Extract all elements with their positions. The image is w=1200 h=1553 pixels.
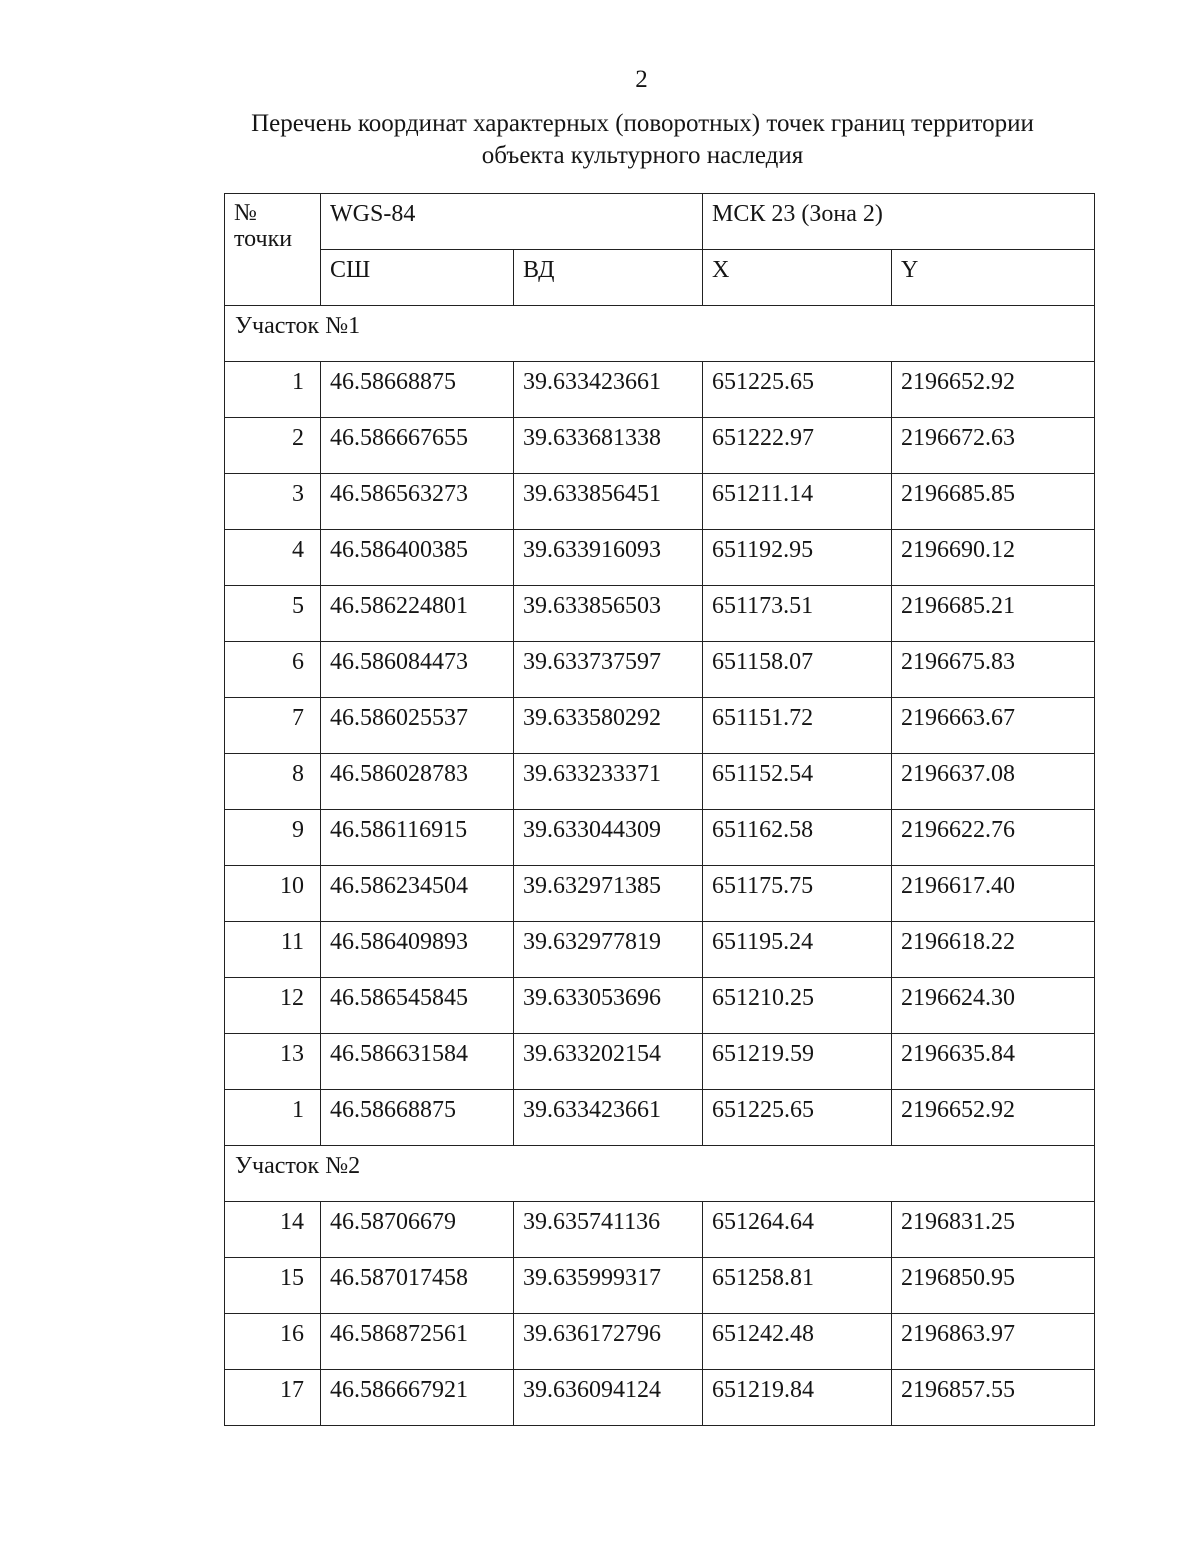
cell-latitude: 46.587017458 (321, 1258, 514, 1314)
cell-x: 651211.14 (703, 474, 892, 530)
cell-x: 651175.75 (703, 866, 892, 922)
table-subheader-row (225, 250, 1095, 306)
cell-latitude: 46.586563273 (321, 474, 514, 530)
cell-latitude: 46.586116915 (321, 810, 514, 866)
cell-point-number: 15 (225, 1258, 321, 1314)
table-row (225, 866, 1095, 922)
cell-x: 651152.54 (703, 754, 892, 810)
cell-longitude: 39.633681338 (514, 418, 703, 474)
cell-longitude: 39.633856451 (514, 474, 703, 530)
cell-latitude: 46.58668875 (321, 362, 514, 418)
cell-y: 2196675.83 (892, 642, 1095, 698)
cell-x: 651219.84 (703, 1370, 892, 1426)
cell-longitude: 39.636094124 (514, 1370, 703, 1426)
cell-longitude: 39.633856503 (514, 586, 703, 642)
cell-point-number: 14 (225, 1202, 321, 1258)
table-row (225, 1090, 1095, 1146)
header-wgs84: WGS-84 (321, 194, 703, 250)
table-row (225, 474, 1095, 530)
cell-longitude: 39.633916093 (514, 530, 703, 586)
cell-x: 651219.59 (703, 1034, 892, 1090)
table-row (225, 1314, 1095, 1370)
table-row (225, 418, 1095, 474)
cell-point-number: 13 (225, 1034, 321, 1090)
cell-x: 651173.51 (703, 586, 892, 642)
cell-point-number: 16 (225, 1314, 321, 1370)
cell-x: 651225.65 (703, 362, 892, 418)
table-row (225, 1202, 1095, 1258)
section-row (225, 1146, 1095, 1202)
cell-latitude: 46.586028783 (321, 754, 514, 810)
cell-point-number: 7 (225, 698, 321, 754)
cell-point-number: 10 (225, 866, 321, 922)
cell-latitude: 46.586631584 (321, 1034, 514, 1090)
document-title-line-1: Перечень координат характерных (поворотных) точек границ территории (251, 110, 1034, 137)
cell-point-number: 4 (225, 530, 321, 586)
cell-y: 2196617.40 (892, 866, 1095, 922)
cell-y: 2196652.92 (892, 362, 1095, 418)
cell-point-number: 2 (225, 418, 321, 474)
document-title (150, 108, 1135, 172)
cell-y: 2196618.22 (892, 922, 1095, 978)
cell-y: 2196635.84 (892, 1034, 1095, 1090)
cell-latitude: 46.586667921 (321, 1370, 514, 1426)
cell-y: 2196850.95 (892, 1258, 1095, 1314)
cell-latitude: 46.586872561 (321, 1314, 514, 1370)
cell-latitude: 46.58668875 (321, 1090, 514, 1146)
cell-point-number: 5 (225, 586, 321, 642)
table-row (225, 586, 1095, 642)
table-row (225, 810, 1095, 866)
table-row (225, 1370, 1095, 1426)
cell-y: 2196863.97 (892, 1314, 1095, 1370)
cell-longitude: 39.633737597 (514, 642, 703, 698)
cell-point-number: 1 (225, 1090, 321, 1146)
header-y: Y (892, 250, 1095, 306)
cell-longitude: 39.632977819 (514, 922, 703, 978)
cell-x: 651151.72 (703, 698, 892, 754)
cell-y: 2196685.85 (892, 474, 1095, 530)
table-row (225, 1258, 1095, 1314)
cell-longitude: 39.633580292 (514, 698, 703, 754)
cell-x: 651195.24 (703, 922, 892, 978)
cell-x: 651158.07 (703, 642, 892, 698)
cell-y: 2196690.12 (892, 530, 1095, 586)
cell-x: 651162.58 (703, 810, 892, 866)
cell-latitude: 46.586025537 (321, 698, 514, 754)
cell-point-number: 17 (225, 1370, 321, 1426)
cell-point-number: 3 (225, 474, 321, 530)
cell-latitude: 46.586400385 (321, 530, 514, 586)
table-row (225, 754, 1095, 810)
cell-x: 651264.64 (703, 1202, 892, 1258)
header-point-number: № точки (225, 194, 321, 306)
table-row (225, 1034, 1095, 1090)
cell-x: 651222.97 (703, 418, 892, 474)
cell-latitude: 46.586234504 (321, 866, 514, 922)
header-longitude: ВД (514, 250, 703, 306)
cell-longitude: 39.633423661 (514, 362, 703, 418)
cell-longitude: 39.633053696 (514, 978, 703, 1034)
cell-y: 2196652.92 (892, 1090, 1095, 1146)
cell-x: 651192.95 (703, 530, 892, 586)
cell-latitude: 46.586224801 (321, 586, 514, 642)
cell-latitude: 46.586084473 (321, 642, 514, 698)
table-row (225, 698, 1095, 754)
table-row (225, 642, 1095, 698)
section-title: Участок №1 (225, 306, 1095, 362)
cell-longitude: 39.633233371 (514, 754, 703, 810)
cell-point-number: 8 (225, 754, 321, 810)
cell-longitude: 39.633044309 (514, 810, 703, 866)
cell-longitude: 39.635741136 (514, 1202, 703, 1258)
cell-x: 651225.65 (703, 1090, 892, 1146)
cell-point-number: 12 (225, 978, 321, 1034)
cell-x: 651242.48 (703, 1314, 892, 1370)
cell-point-number: 11 (225, 922, 321, 978)
table-row (225, 362, 1095, 418)
section-row (225, 306, 1095, 362)
document-title-line-2: объекта культурного наследия (481, 142, 804, 169)
cell-longitude: 39.635999317 (514, 1258, 703, 1314)
coordinates-table (224, 193, 1095, 1426)
table-row (225, 922, 1095, 978)
page-number: 2 (635, 66, 648, 93)
header-x: X (703, 250, 892, 306)
cell-y: 2196672.63 (892, 418, 1095, 474)
header-latitude: СШ (321, 250, 514, 306)
cell-latitude: 46.586667655 (321, 418, 514, 474)
cell-y: 2196663.67 (892, 698, 1095, 754)
table-row (225, 978, 1095, 1034)
cell-latitude: 46.586409893 (321, 922, 514, 978)
cell-y: 2196622.76 (892, 810, 1095, 866)
cell-x: 651258.81 (703, 1258, 892, 1314)
cell-longitude: 39.632971385 (514, 866, 703, 922)
cell-y: 2196624.30 (892, 978, 1095, 1034)
cell-point-number: 6 (225, 642, 321, 698)
cell-longitude: 39.636172796 (514, 1314, 703, 1370)
table-header-row (225, 194, 1095, 250)
cell-y: 2196637.08 (892, 754, 1095, 810)
cell-point-number: 9 (225, 810, 321, 866)
section-title: Участок №2 (225, 1146, 1095, 1202)
cell-y: 2196685.21 (892, 586, 1095, 642)
cell-latitude: 46.586545845 (321, 978, 514, 1034)
cell-longitude: 39.633202154 (514, 1034, 703, 1090)
header-msk23: МСК 23 (Зона 2) (703, 194, 1095, 250)
cell-x: 651210.25 (703, 978, 892, 1034)
cell-point-number: 1 (225, 362, 321, 418)
cell-latitude: 46.58706679 (321, 1202, 514, 1258)
table-row (225, 530, 1095, 586)
cell-y: 2196857.55 (892, 1370, 1095, 1426)
cell-longitude: 39.633423661 (514, 1090, 703, 1146)
cell-y: 2196831.25 (892, 1202, 1095, 1258)
